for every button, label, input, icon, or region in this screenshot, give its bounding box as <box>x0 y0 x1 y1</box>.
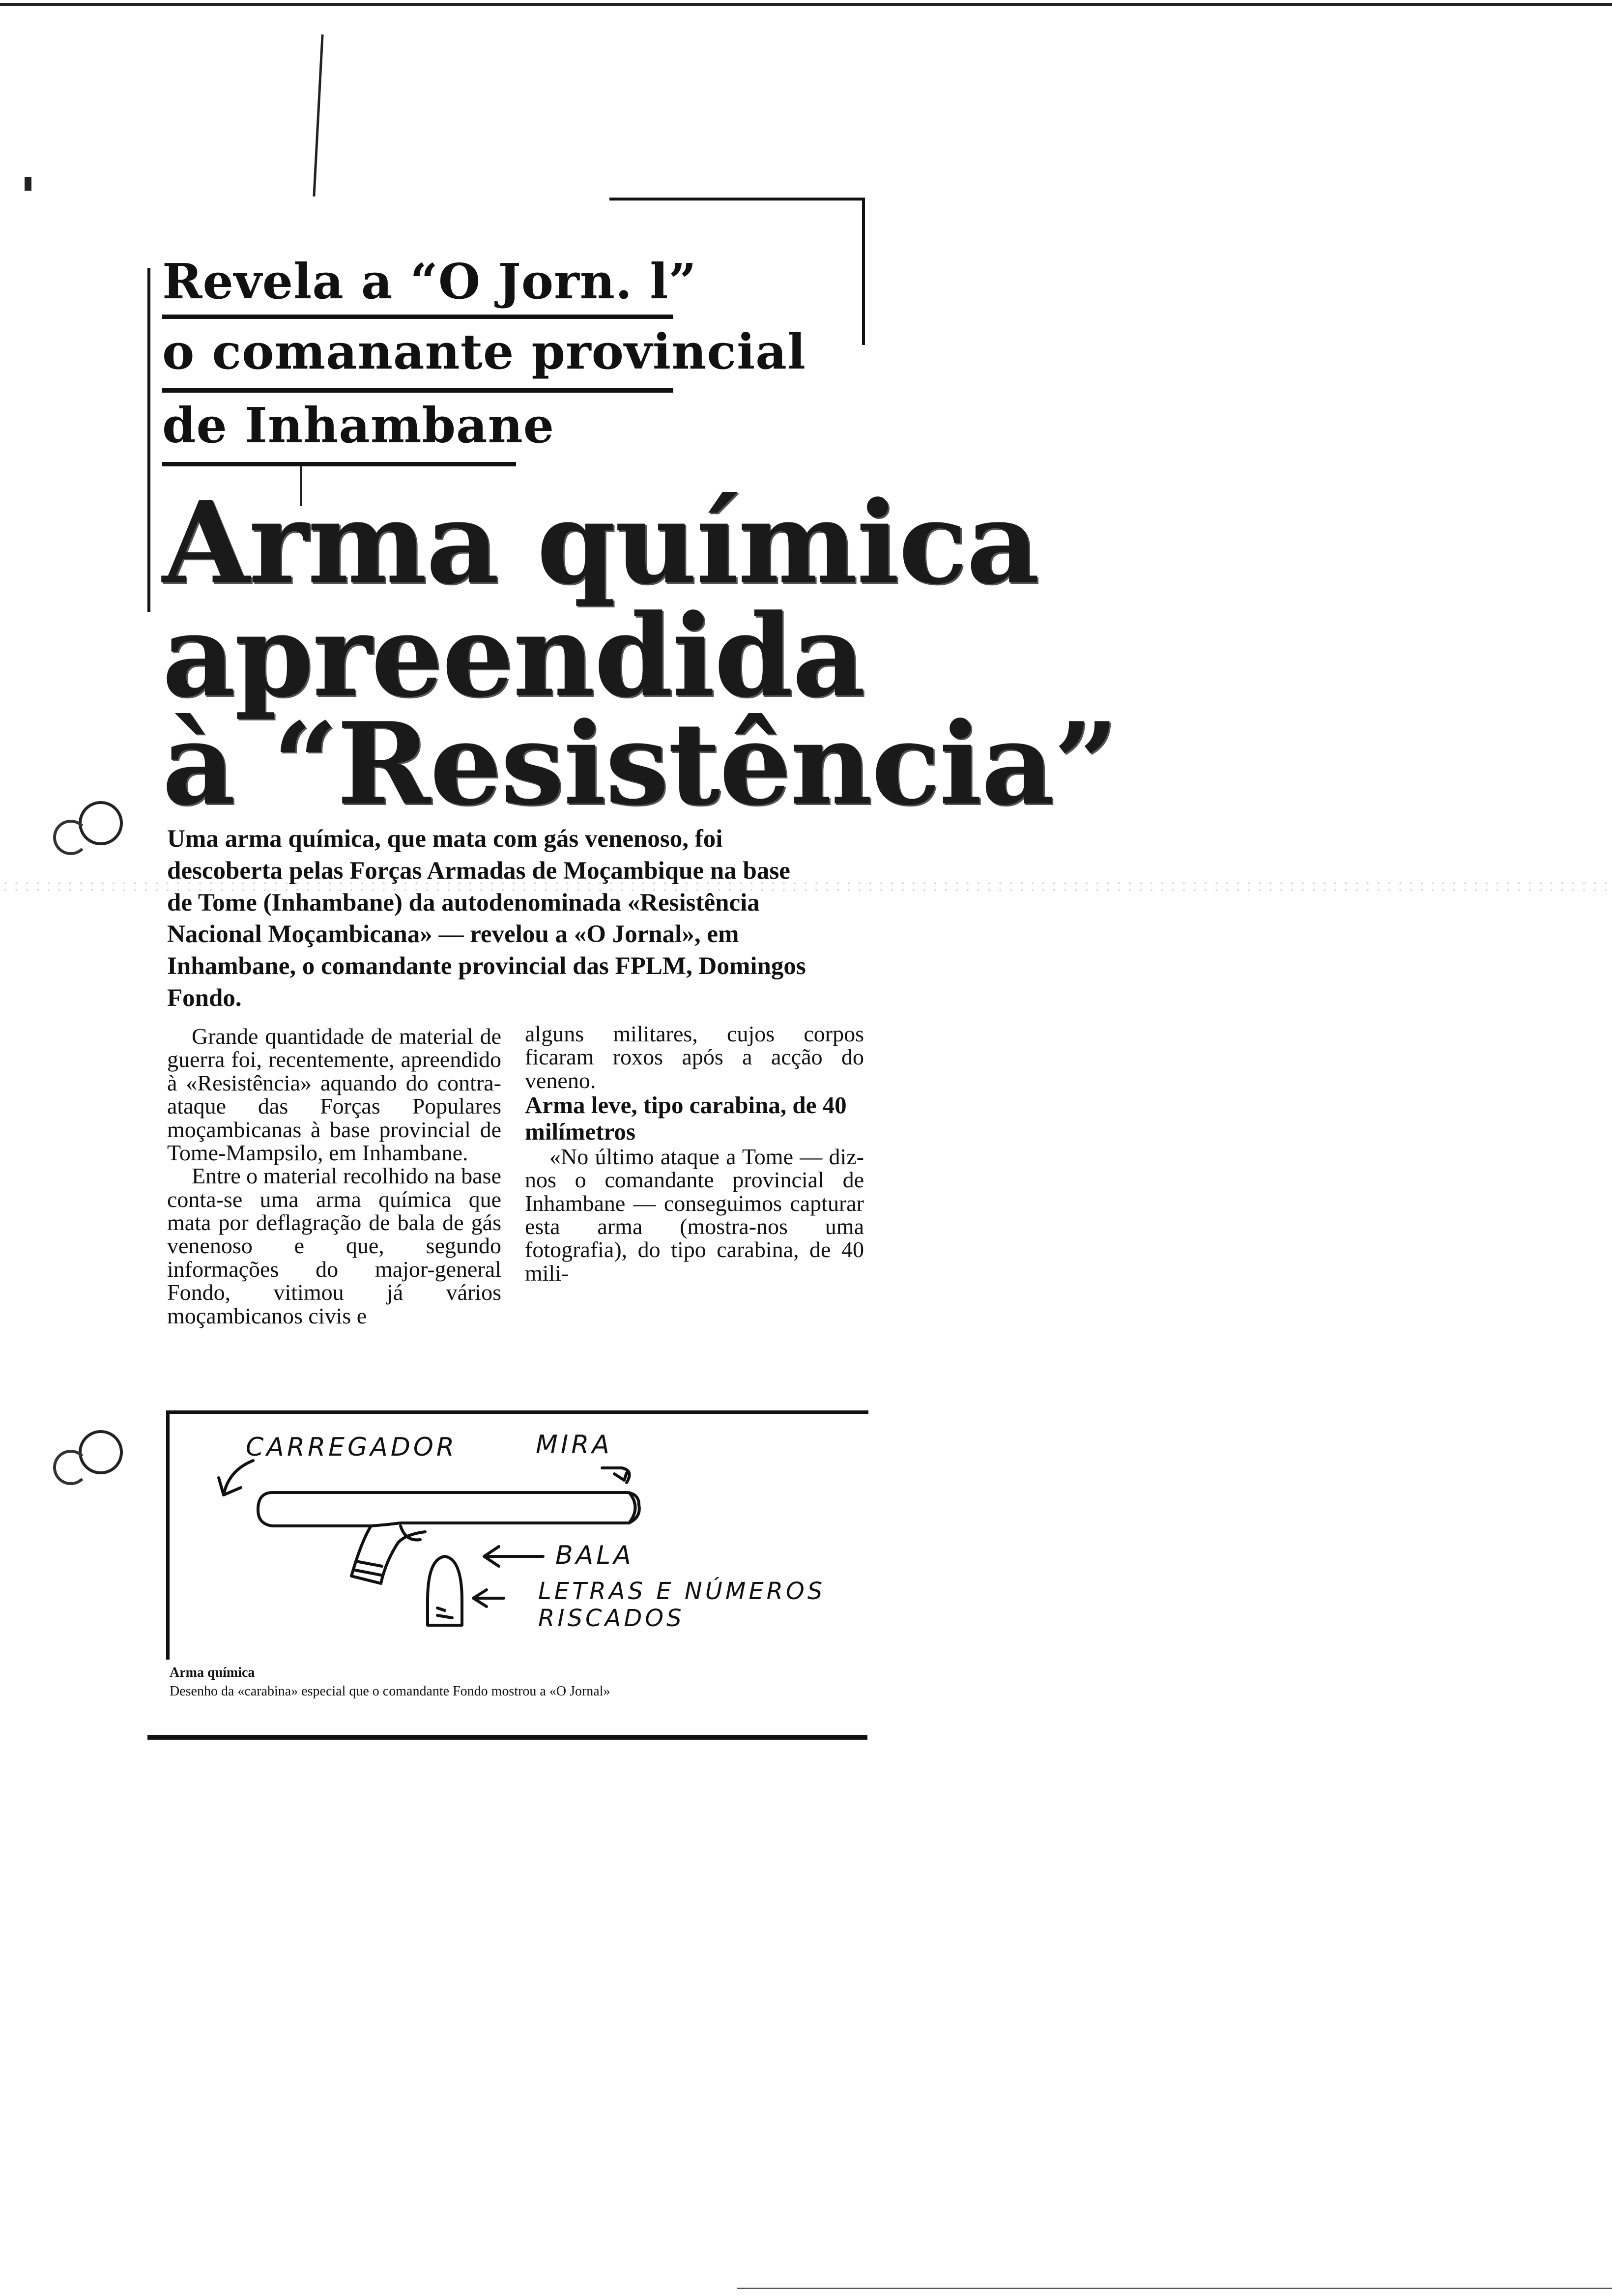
scan-top-edge <box>0 3 1612 6</box>
headline-line-2: apreendida <box>162 590 864 722</box>
figure-caption-title: Arma química <box>170 1665 255 1680</box>
label-carregador: CARREGADOR <box>246 1433 457 1462</box>
kicker-rule <box>162 462 516 466</box>
label-mira: MIRA <box>536 1430 612 1460</box>
body-paragraph: «No último ataque a Tome — diz-nos o comandante provincial de Inhambane — conseguimos capturar esta arma (mostra-nos uma fotografia), do tipo carabina, de 40 mili- <box>525 1144 864 1286</box>
punch-hole-icon <box>53 820 88 855</box>
headline-line-1: Arma química <box>162 477 1039 609</box>
headline-line-3: à “Resistência” <box>162 698 1118 831</box>
article-frame-left <box>147 268 150 612</box>
label-letras-line-1: LETRAS E NÚMEROS <box>538 1578 826 1605</box>
article-frame-right <box>862 198 865 345</box>
scan-speck <box>25 177 31 191</box>
kicker-rule <box>162 315 673 319</box>
label-bala: BALA <box>555 1541 634 1570</box>
article-lead: Uma arma química, que mata com gás venenoso, foi descoberta pelas Forças Armadas de Moçambique na base de Tome (Inhambane) da autodenominada «Resistência Nacional Moçambicana» — revelou a «O Jornal», em Inhambane, o comandante provincial das FPLM, Domingos Fondo. <box>167 825 806 1012</box>
kicker-rule <box>162 388 673 393</box>
kicker-line-1: Revela a “O Jorn. l” <box>162 254 697 310</box>
body-paragraph: Grande quantidade de material de guerra foi, recentemente, apreendido à «Resistência» aquando do contra-ataque das Forças Populares moçambicanas à base provincial de Tome-Mampsilo, em Inhambane. <box>167 1024 501 1165</box>
body-paragraph: alguns militares, cujos corpos ficaram roxos após a acção do veneno. <box>525 1021 864 1093</box>
body-column-2 <box>525 1022 864 1285</box>
body-column-1 <box>167 1025 501 1327</box>
figure-caption-text: Desenho da «carabina» especial que o comandante Fondo mostrou a «O Jornal» <box>170 1684 610 1699</box>
scan-stray-line <box>313 34 323 197</box>
body-paragraph: Entre o material recolhido na base conta-se uma arma química que mata por deflagração de bala de gás venenoso e que, segundo informações do major-general Fondo, vitimou já vários moçambicanos civis e <box>167 1163 501 1328</box>
label-letras-line-2: RISCADOS <box>538 1605 685 1632</box>
scan-bottom-edge <box>737 2288 1612 2289</box>
punch-hole-icon <box>53 1450 88 1485</box>
kicker-line-3: de Inhambane <box>162 398 555 454</box>
article-end-rule <box>147 1735 867 1740</box>
kicker-line-2: o comanante provincial <box>162 324 806 380</box>
article-subhead: Arma leve, tipo carabina, de 40 milímetros <box>525 1091 847 1146</box>
article-frame-top <box>609 198 865 201</box>
